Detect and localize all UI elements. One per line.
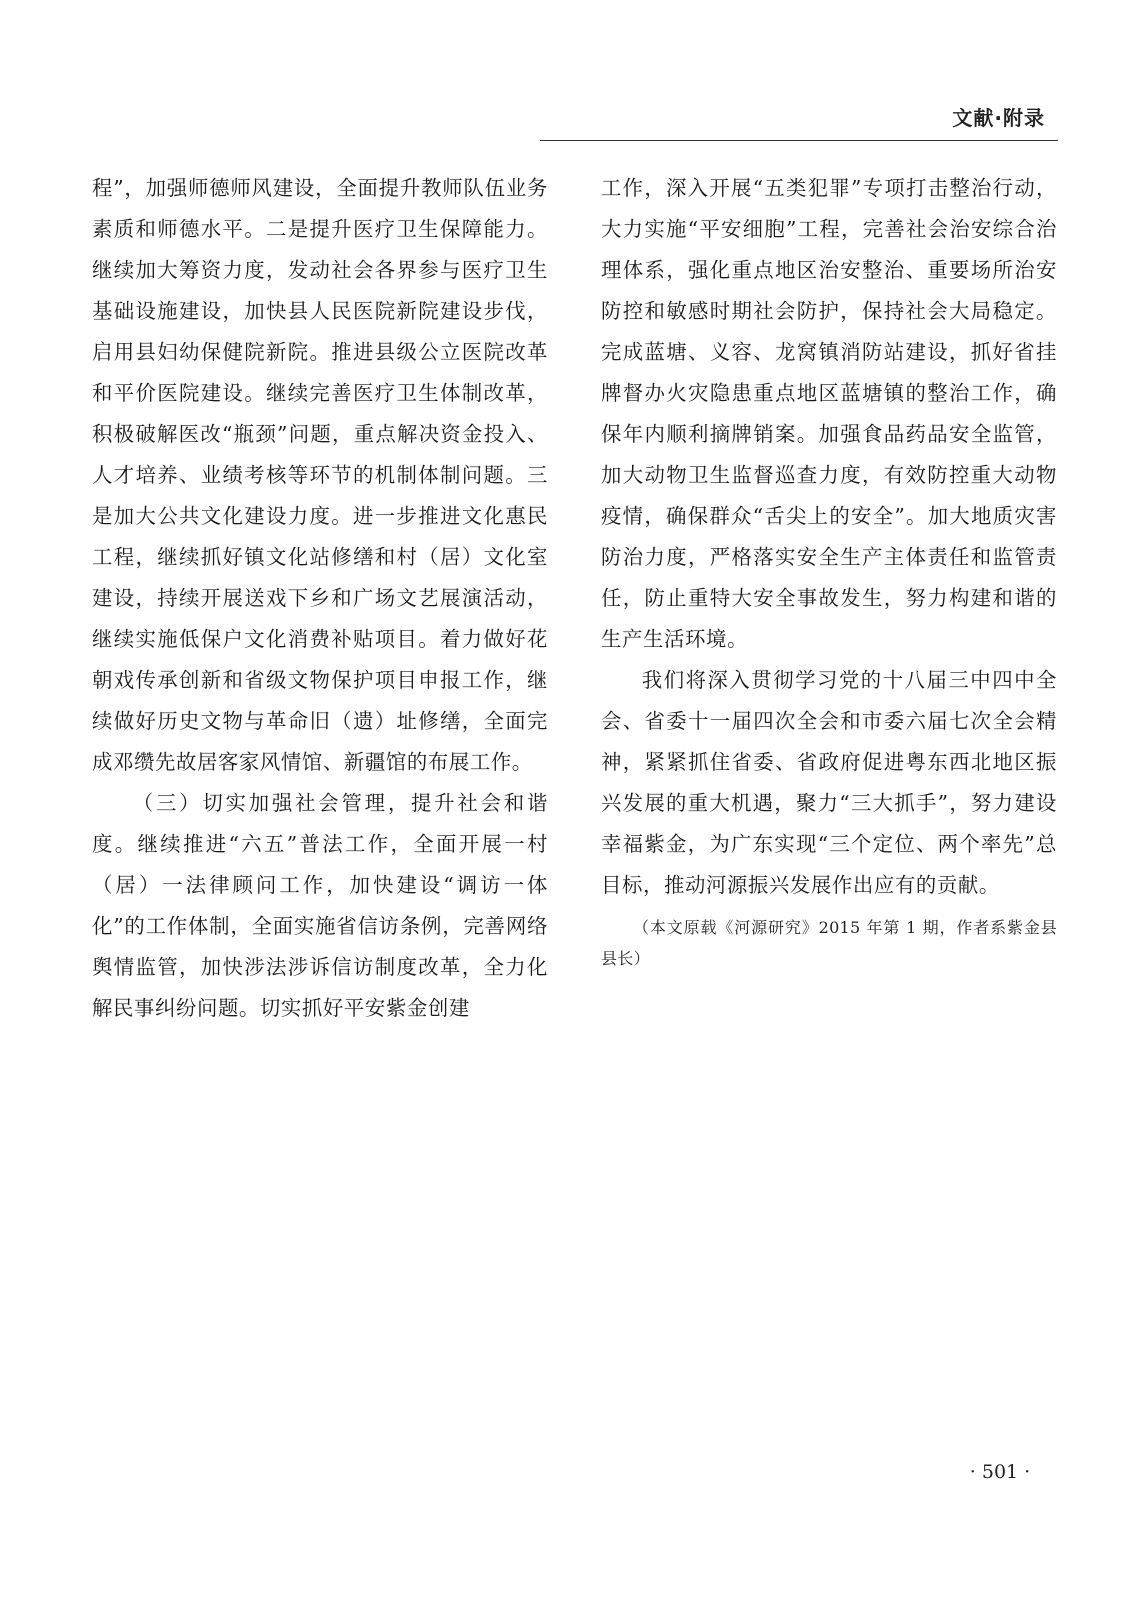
- right-column: [601, 168, 1057, 974]
- header-divider: [540, 140, 1058, 141]
- left-column: [92, 168, 548, 1029]
- left-paragraph-1: 程”，加强师德师风建设，全面提升教师队伍业务素质和师德水平。二是提升医疗卫生保障能力。继续加大筹资力度，发动社会各界参与医疗卫生基础设施建设，加快县人民医院新院建设步伐，启用县妇幼保健院新院。推进县级公立医院改革和平价医院建设。继续完善医疗卫生体制改革，积极破解医改“瓶颈”问题，重点解决资金投入、人才培养、业绩考核等环节的机制体制问题。三是加大公共文化建设力度。进一步推进文化惠民工程，继续抓好镇文化站修缮和村（居）文化室建设，持续开展送戏下乡和广场文艺展演活动，继续实施低保户文化消费补贴项目。着力做好花朝戏传承创新和省级文物保护项目申报工作，继续做好历史文物与革命旧（遗）址修缮，全面完成邓缵先故居客家风情馆、新疆馆的布展工作。: [92, 176, 548, 774]
- section-header-title: 文献·附录: [952, 106, 1045, 130]
- right-paragraph-2: 我们将深入贯彻学习党的十八届三中四中全会、省委十一届四次全会和市委六届七次全会精神，紧紧抓住省委、省政府促进粤东西北地区振兴发展的重大机遇，聚力“三大抓手”，努力建设幸福紫金，为广东实现“三个定位、两个率先”总目标，推动河源振兴发展作出应有的贡献。: [601, 668, 1057, 897]
- source-note: （本文原载《河源研究》2015 年第 1 期，作者系紫金县县长）: [601, 918, 1057, 968]
- page-number: · 501 ·: [969, 1461, 1031, 1483]
- left-paragraph-2: （三）切实加强社会管理，提升社会和谐度。继续推进“六五”普法工作，全面开展一村（居）一法律顾问工作，加快建设“调访一体化”的工作体制，全面实施省信访条例，完善网络舆情监管，加快涉法涉诉信访制度改革，全力化解民事纠纷问题。切实抓好平安紫金创建: [92, 791, 548, 1020]
- right-paragraph-1: 工作，深入开展“五类犯罪”专项打击整治行动，大力实施“平安细胞”工程，完善社会治安综合治理体系，强化重点地区治安整治、重要场所治安防控和敏感时期社会防护，保持社会大局稳定。完成蓝塘、义容、龙窝镇消防站建设，抓好省挂牌督办火灾隐患重点地区蓝塘镇的整治工作，确保年内顺利摘牌销案。加强食品药品安全监管，加大动物卫生监督巡查力度，有效防控重大动物疫情，确保群众“舌尖上的安全”。加大地质灾害防治力度，严格落实安全生产主体责任和监管责任，防止重特大安全事故发生，努力构建和谐的生产生活环境。: [601, 176, 1057, 651]
